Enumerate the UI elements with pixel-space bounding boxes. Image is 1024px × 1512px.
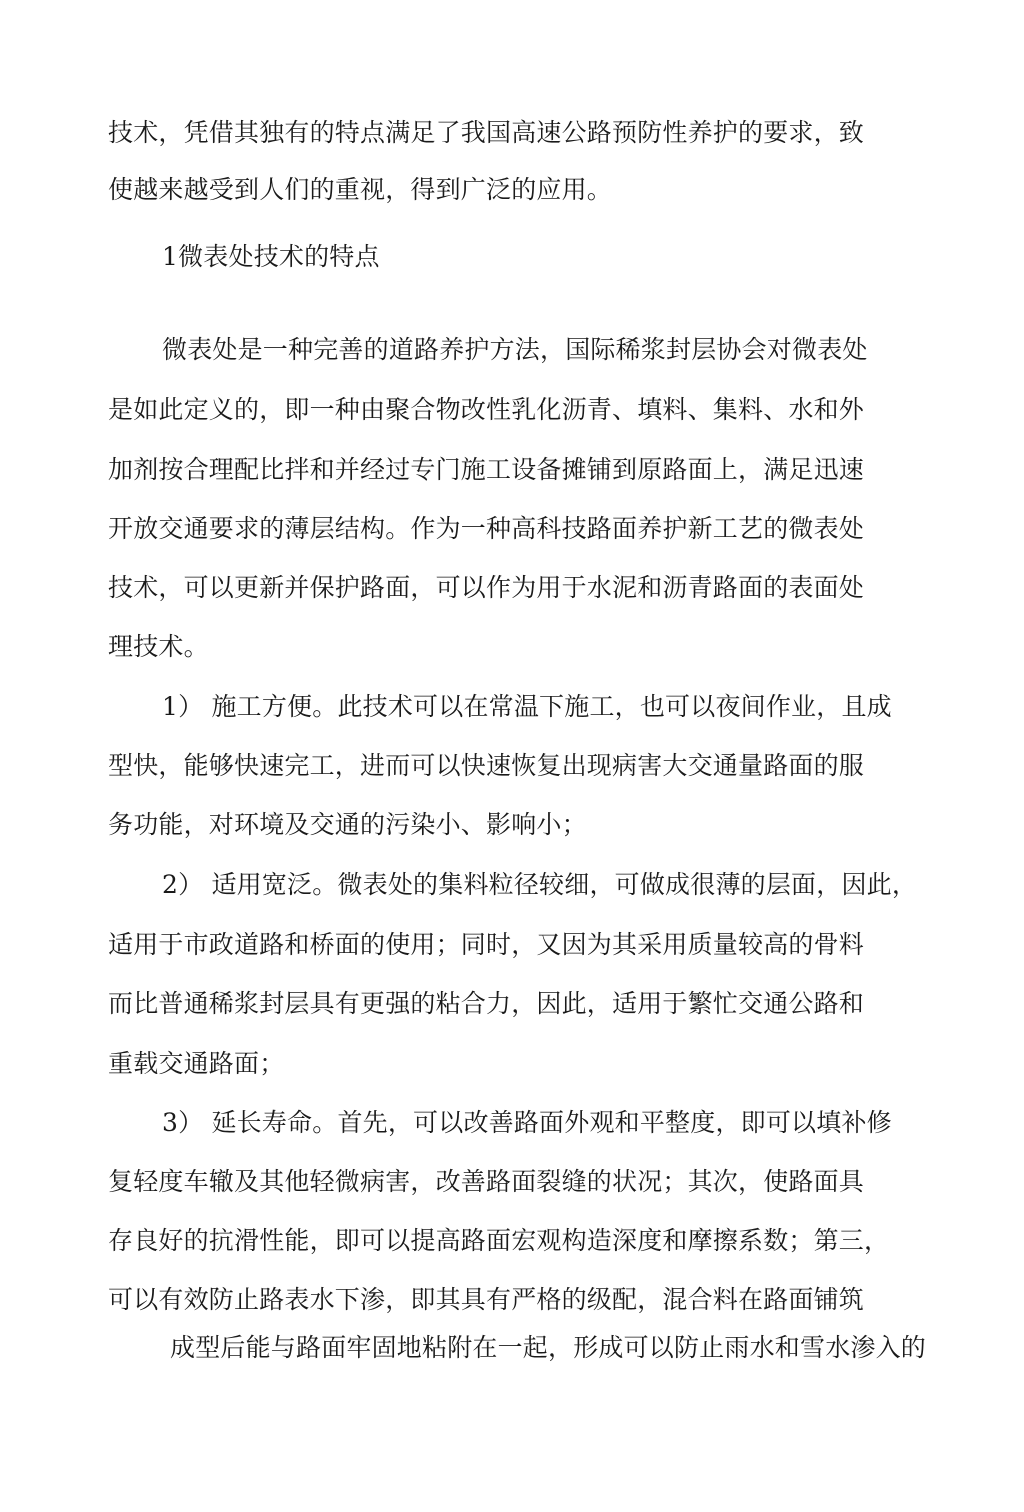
text-line: 技术，凭借其独有的特点满足了我国高速公路预防性养护的要求，致: [108, 118, 865, 147]
text-line: 技术，可以更新并保护路面，可以作为用于水泥和沥青路面的表面处: [108, 573, 865, 602]
list-item: 1） 施工方便。此技术可以在常温下施工，也可以夜间作业，且成: [162, 692, 892, 721]
text-line: 成型后能与路面牢固地粘附在一起，形成可以防止雨水和雪水渗入的: [170, 1333, 927, 1362]
text-line: 加剂按合理配比拌和并经过专门施工设备摊铺到原路面上，满足迅速: [108, 455, 865, 484]
text-line: 是如此定义的，即一种由聚合物改性乳化沥青、填料、集料、水和外: [108, 395, 865, 424]
text-line: 微表处是一种完善的道路养护方法，国际稀浆封层协会对微表处: [162, 335, 868, 364]
list-item: 2） 适用宽泛。微表处的集料粒径较细，可做成很薄的层面，因此，: [162, 870, 918, 899]
text-line: 复轻度车辙及其他轻微病害，改善路面裂缝的状况；其次，使路面具: [108, 1167, 865, 1196]
text-line: 而比普通稀浆封层具有更强的粘合力，因此，适用于繁忙交通公路和: [108, 989, 865, 1018]
text-line: 适用于市政道路和桥面的使用；同时，又因为其采用质量较高的骨料: [108, 930, 865, 959]
text-line: 理技术。: [108, 632, 209, 661]
text-line: 型快，能够快速完工，进而可以快速恢复出现病害大交通量路面的服: [108, 751, 865, 780]
text-line: 可以有效防止路表水下渗，即其具有严格的级配，混合料在路面铺筑: [108, 1285, 865, 1314]
text-line: 存良好的抗滑性能，即可以提高路面宏观构造深度和摩擦系数；第三，: [108, 1226, 890, 1255]
text-line: 务功能，对环境及交通的污染小、影响小；: [108, 810, 587, 839]
text-line: 重载交通路面；: [108, 1049, 285, 1078]
section-heading: 1微表处技术的特点: [162, 242, 380, 271]
text-line: 使越来越受到人们的重视，得到广泛的应用。: [108, 175, 613, 204]
text-line: 开放交通要求的薄层结构。作为一种高科技路面养护新工艺的微表处: [108, 514, 865, 543]
list-item: 3） 延长寿命。首先，可以改善路面外观和平整度，即可以填补修: [162, 1108, 892, 1137]
